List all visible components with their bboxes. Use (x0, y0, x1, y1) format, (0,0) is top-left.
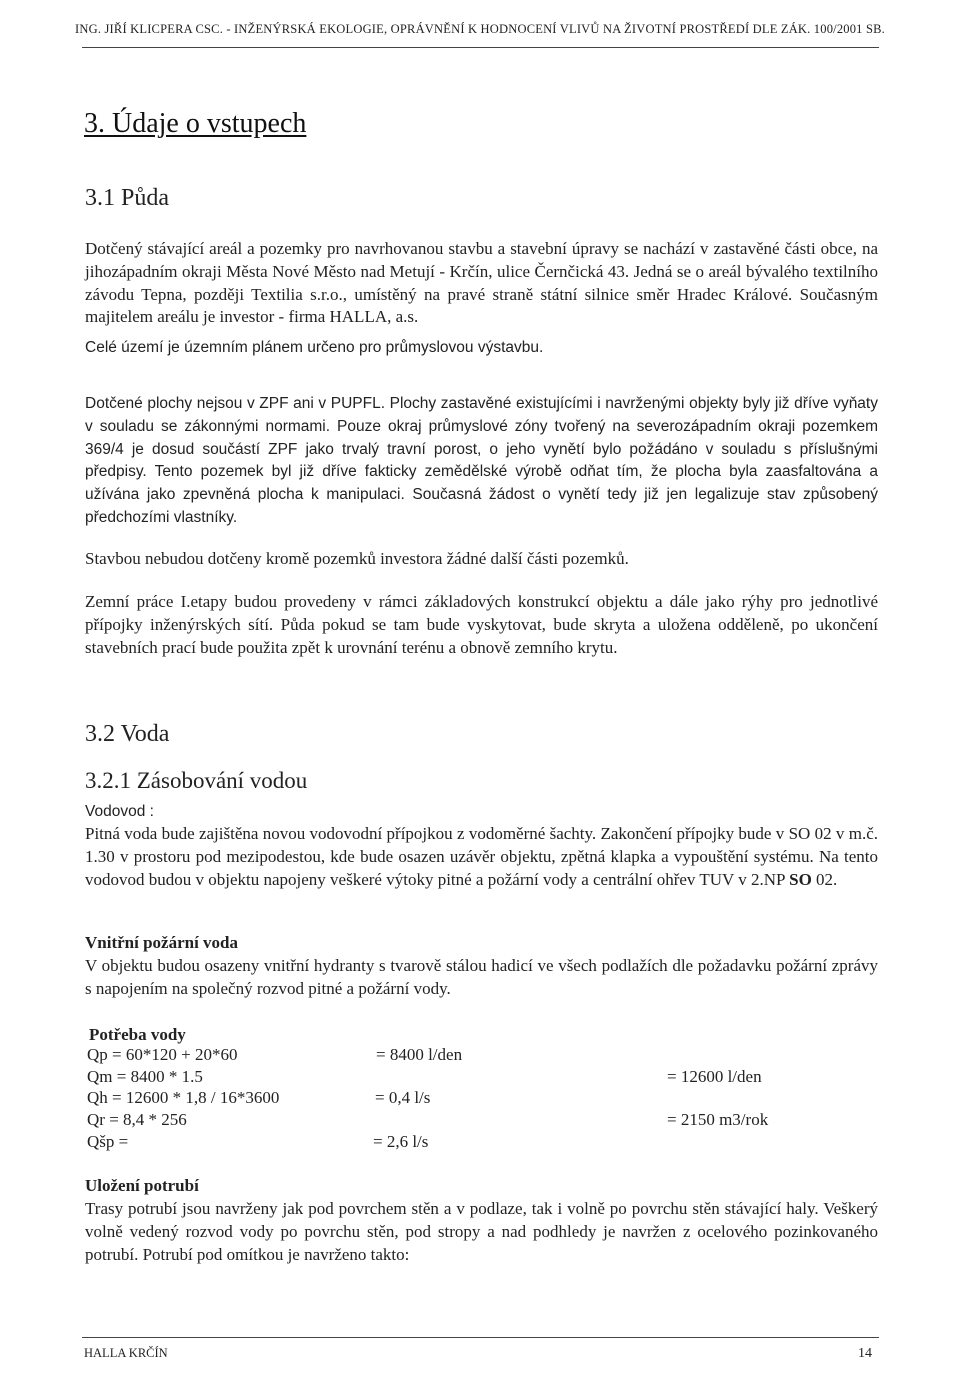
section-heading-3: 3. Údaje o vstupech (84, 108, 307, 139)
piping-heading: Uložení potrubí (85, 1176, 199, 1195)
calc-row (87, 1110, 187, 1130)
paragraph-site-description: Dotčený stávající areál a pozemky pro navrhovanou stavbu a stavební úpravy se nachází v zastavěné části obce, na jihozápadním okraji Města Nové Město nad Metují - Krčín, ulice Černčická 43. Jedná se o areál bývalého textilního závodu Tepna, později Textilia s.r.o., umístěný na pravé straně státní silnice směr Hradec Králové. Současným majitelem areálu je investor - firma HALLA, a.s. (85, 239, 878, 327)
calc-row (87, 1067, 203, 1087)
water-supply-text-end: 02. (811, 869, 838, 889)
paragraph-plots: Stavbou nebudou dotčeny kromě pozemků investora žádné další části pozemků. (85, 549, 629, 568)
calc-formula: Qšp = (87, 1132, 129, 1151)
paragraph-water-supply (85, 823, 878, 891)
water-supply-so-label: SO (789, 869, 812, 889)
water-demand-heading: Potřeba vody (89, 1025, 186, 1044)
paragraph-land-status-lead (85, 393, 878, 530)
paragraph-land-status: Dotčené plochy nejsou v ZPF ani v PUPFL. Plochy zastavěné existujícími i navrženými objekty byly již dříve vyňaty v souladu se zákonnými normami. Pouze okraj průmyslové zóny tvořený na severozápadním okraji pozemkem 369/4 je dosud součástí ZPF jako trvalý travní porost, o jeho vynětí bylo požádáno v souladu s příslušnými předpisy. Tento pozemek byl již dříve fakticky zemědělské výrobě odňat tím, že plocha byla zaasfaltována a užívána jako zpevněná plocha k manipulaci. Současná žádost o vynětí tedy již jen legalizuje stav způsobený předchozími vlastníky. (85, 395, 878, 526)
section-heading-3-1: 3.1 Půda (85, 185, 169, 211)
vodovod-label: Vodovod : (85, 803, 154, 820)
calc-result: = 12600 l/den (667, 1067, 762, 1086)
calc-row (87, 1132, 128, 1152)
calc-row (87, 1045, 237, 1065)
calc-result: = 0,4 l/s (375, 1088, 431, 1107)
calc-formula: Qp = 60*120 + 20*60 (87, 1045, 238, 1064)
page-header: ING. JIŘÍ KLICPERA CSC. - INŽENÝRSKÁ EKOLOGIE, OPRÁVNĚNÍ K HODNOCENÍ VLIVŮ NA ŽIVOTNÍ PROSTŘEDÍ DLE ZÁK. 100/2001 SB. (75, 22, 885, 36)
page-number: 14 (858, 1346, 872, 1361)
calc-row (87, 1088, 279, 1108)
calc-result: = 2150 m3/rok (667, 1110, 769, 1129)
paragraph-fire-water: V objektu budou osazeny vnitřní hydranty s tvarově stálou hadicí ve všech podlažích dle požadavku požární zprávy s napojením na společný rozvod pitné a požární vody. (85, 956, 878, 998)
calc-formula: Qm = 8400 * 1.5 (87, 1067, 203, 1086)
paragraph-zoning: Celé území je územním plánem určeno pro průmyslovou výstavbu. (85, 339, 544, 356)
footer-company: HALLA KRČÍN (84, 1346, 168, 1360)
fire-water-heading: Vnitřní požární voda (85, 933, 239, 952)
paragraph-piping: Trasy potrubí jsou navrženy jak pod povrchem stěn a v podlaze, tak i volně po povrchu stěn stávající haly. Veškerý volně vedený rozvod vody po povrchu stěn, pod stropy a nad podhledy je navržen z ocelového pozinkovaného potrubí. Potrubí pod omítkou je navrženo takto: (85, 1199, 878, 1264)
water-supply-text: Pitná voda bude zajištěna novou vodovodní přípojkou z vodoměrné šachty. Zakončení přípojky bude v SO 02 v m.č. 1.30 v prostoru pod mezipodestou, kde bude osazen uzávěr objektu, zpětná klapka a vypouštění systému. Na tento vodovod budou v objektu napojeny veškeré výtoky pitné a požární vody a centrální ohřev TUV v 2.NP (85, 824, 878, 889)
paragraph-earthworks: Zemní práce I.etapy budou provedeny v rámci základových konstrukcí objektu a dále jako rýhy pro jednotlivé přípojky inženýrských sítí. Půda pokud se tam bude vyskytovat, bude skryta a uložena odděleně, po ukončení stavebních prací bude použita zpět k urovnání terénu a obnově zemního krytu. (85, 592, 878, 657)
calc-formula: Qr = 8,4 * 256 (87, 1110, 187, 1129)
section-heading-3-2: 3.2 Voda (85, 721, 170, 747)
calc-result: = 2,6 l/s (373, 1132, 429, 1151)
section-heading-3-2-1: 3.2.1 Zásobování vodou (85, 768, 308, 793)
footer-divider (82, 1337, 879, 1338)
header-divider (82, 47, 879, 48)
calc-result: = 8400 l/den (376, 1045, 463, 1064)
calc-formula: Qh = 12600 * 1,8 / 16*3600 (87, 1088, 280, 1107)
